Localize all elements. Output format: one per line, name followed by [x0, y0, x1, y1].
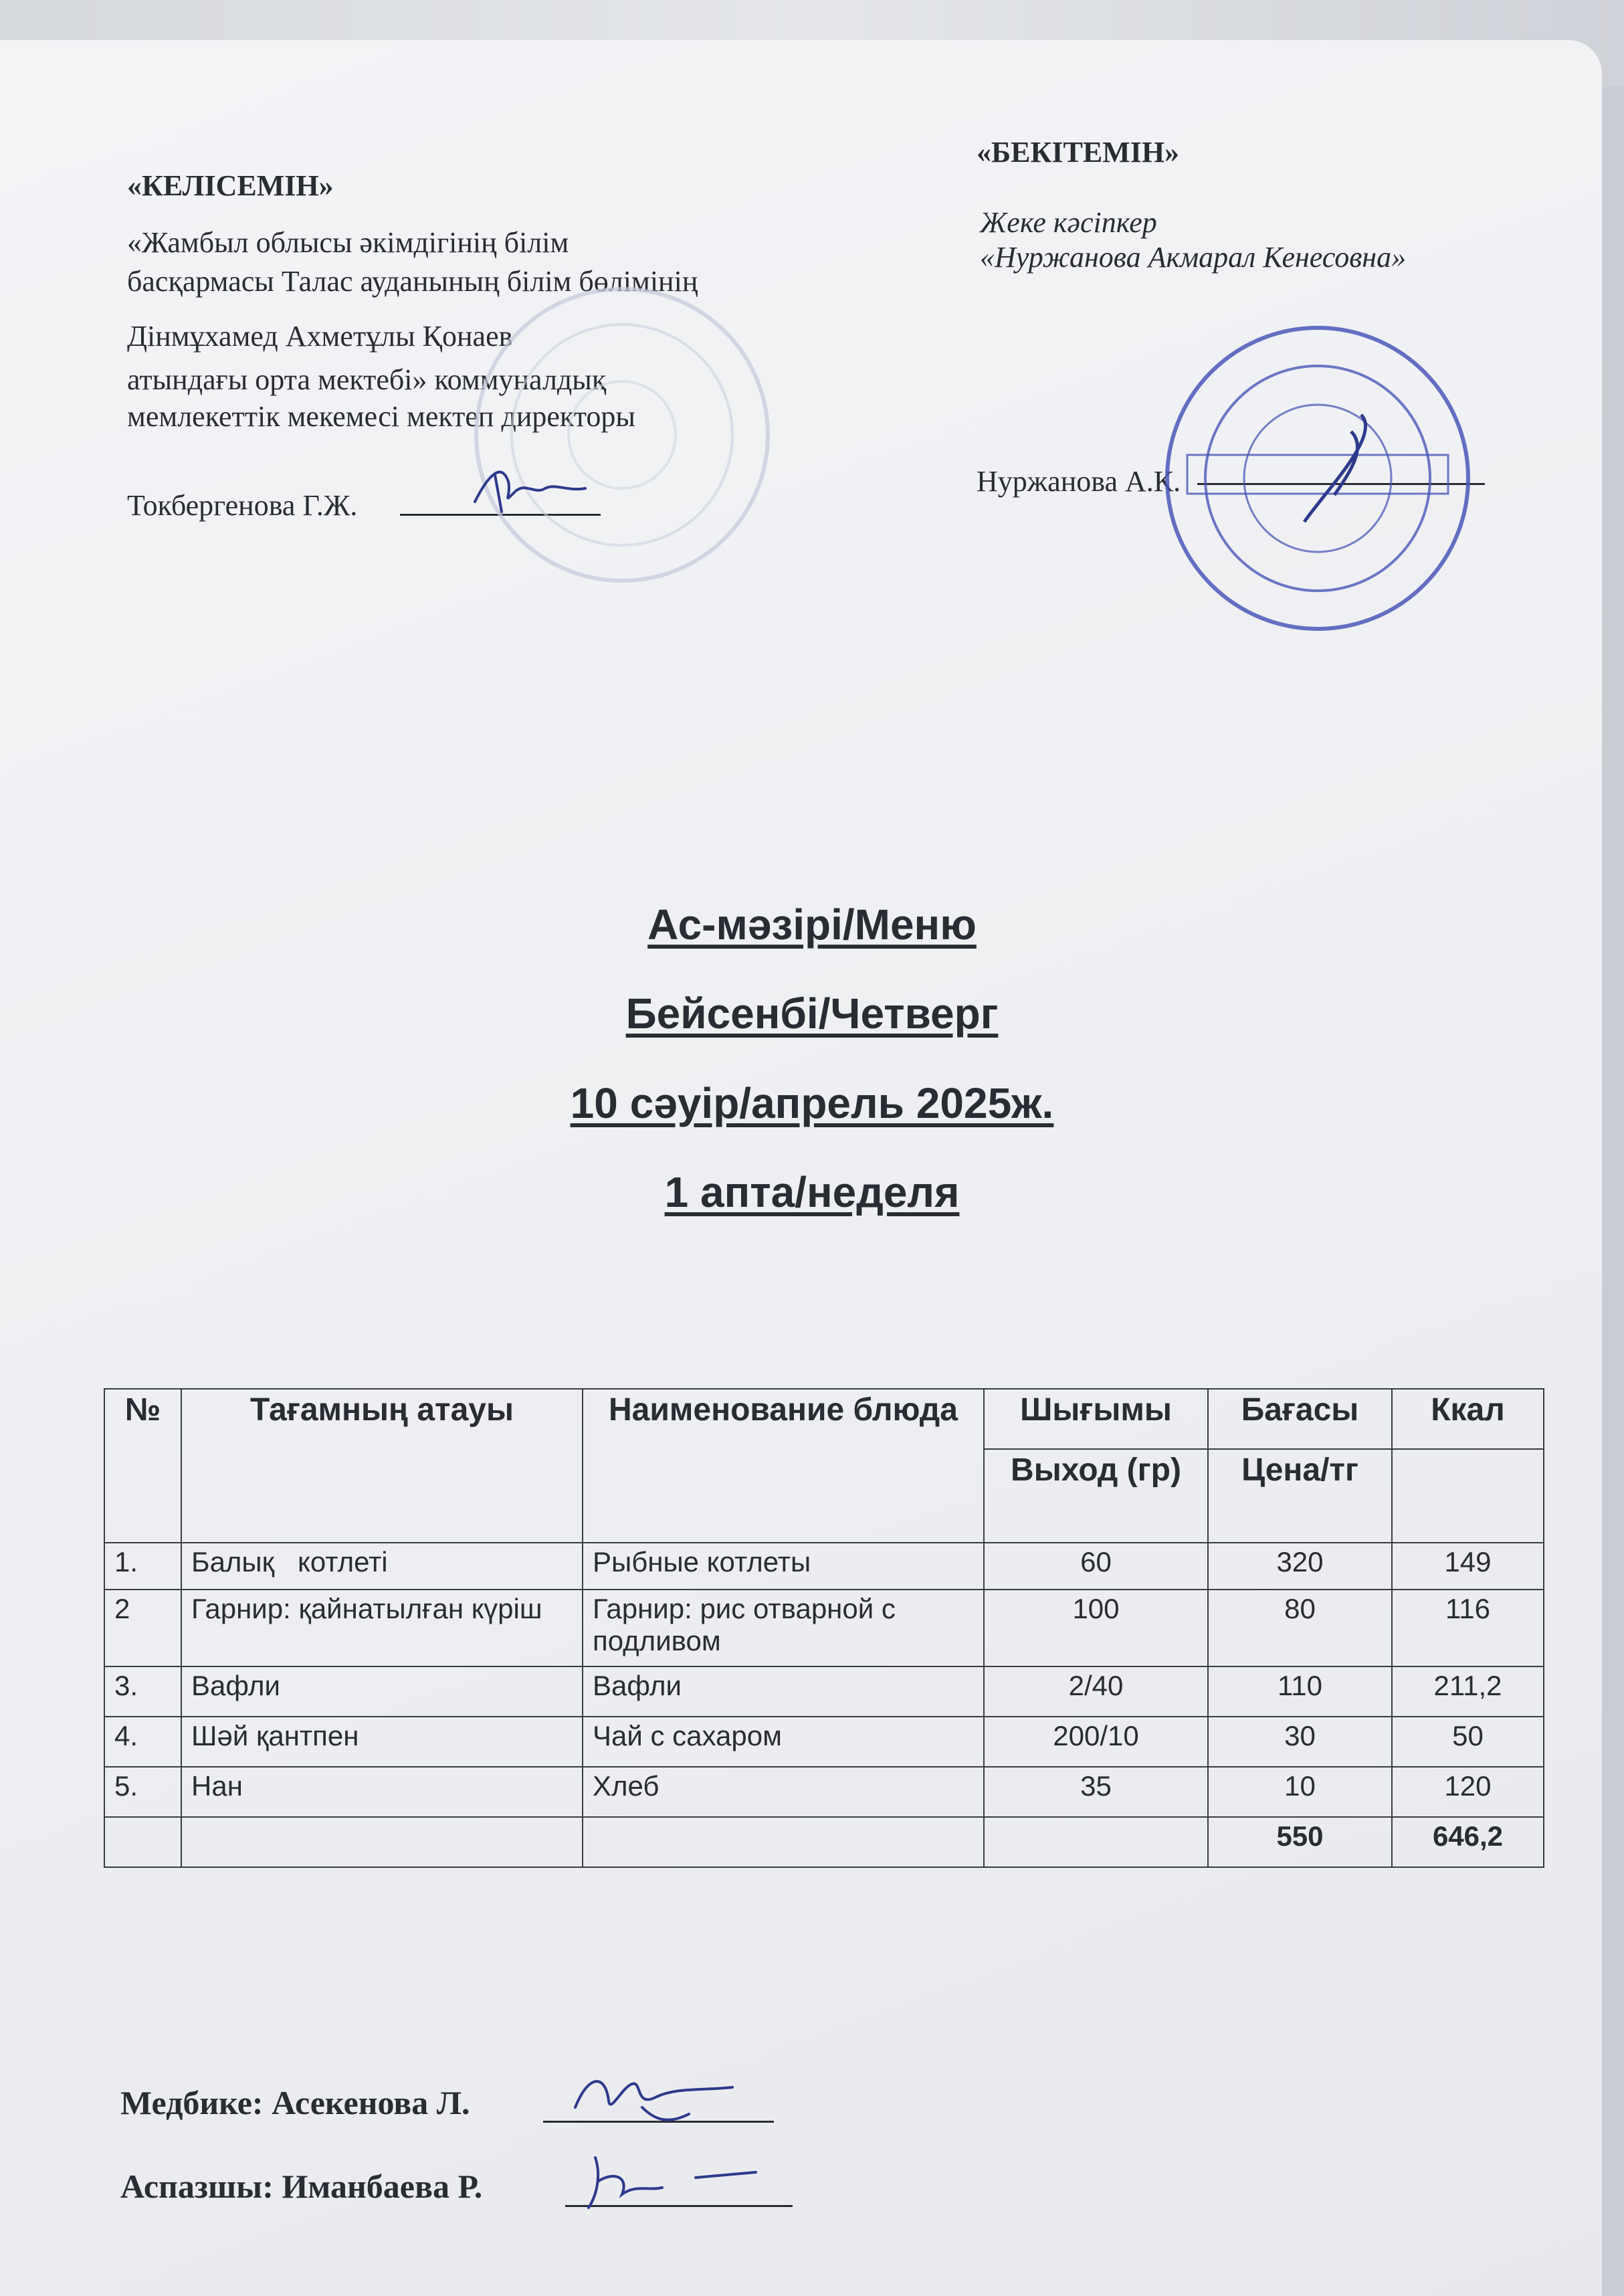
row-kcal: 120: [1392, 1767, 1544, 1817]
approve-line-2: «Нуржанова Акмарал Кенесовна»: [980, 241, 1407, 274]
agree-signature: [462, 455, 595, 515]
row-num: 1.: [104, 1543, 181, 1590]
total-empty-4: [984, 1817, 1208, 1867]
header-price: Бағасы: [1208, 1389, 1392, 1449]
agree-heading: «КЕЛІСЕМІН»: [127, 169, 334, 202]
table-row: [104, 1717, 1544, 1767]
weekday-title: Бейсенбі/Четверг: [625, 989, 999, 1038]
approve-heading: «БЕКІТЕМІН»: [977, 136, 1180, 169]
row-name-kz: Шәй қантпен: [181, 1717, 583, 1767]
header-num: №: [104, 1389, 181, 1543]
agree-line-1: «Жамбыл облысы әкімдігінің білім: [127, 226, 569, 259]
row-name-ru: Рыбные котлеты: [583, 1543, 984, 1590]
school-stamp: [468, 281, 776, 589]
total-empty-3: [583, 1817, 984, 1867]
header-yield: Шығымы: [984, 1389, 1208, 1449]
table-header-row: [104, 1389, 1544, 1449]
row-num: 5.: [104, 1767, 181, 1817]
row-name-kz: Вафли: [181, 1666, 583, 1717]
row-price: 10: [1208, 1767, 1392, 1817]
cook-label: Аспазшы: Иманбаева Р.: [120, 2168, 483, 2205]
agree-line-4: атындағы орта мектебі» коммуналдық: [127, 363, 607, 396]
row-price: 80: [1208, 1590, 1392, 1666]
approve-line-1: Жеке кәсіпкер: [980, 206, 1157, 239]
total-price: 550: [1208, 1817, 1392, 1867]
week-title: 1 апта/неделя: [664, 1168, 960, 1216]
total-empty-1: [104, 1817, 181, 1867]
header-yield-sub: Выход (гр): [984, 1449, 1208, 1543]
header-kcal: Ккал: [1392, 1389, 1544, 1449]
table-row: [104, 1590, 1544, 1666]
row-price: 30: [1208, 1717, 1392, 1767]
row-kcal: 116: [1392, 1590, 1544, 1666]
menu-table: [104, 1388, 1544, 1868]
row-num: 2: [104, 1590, 181, 1666]
table-row: [104, 1543, 1544, 1590]
approve-signer: Нуржанова А.К.: [977, 465, 1181, 498]
row-num: 3.: [104, 1666, 181, 1717]
agree-line-3: Дінмұхамед Ахметұлы Қонаев: [127, 320, 513, 353]
row-name-ru: Чай с сахаром: [583, 1717, 984, 1767]
nurse-signature: [569, 2061, 742, 2134]
header-kcal-sub: [1392, 1449, 1544, 1543]
header-price-sub: Цена/тг: [1208, 1449, 1392, 1543]
row-name-ru: Хлеб: [583, 1767, 984, 1817]
entrepreneur-stamp: [1160, 321, 1475, 636]
row-yield: 100: [984, 1590, 1208, 1666]
row-name-kz: Гарнир: қайнатылған күріш: [181, 1590, 583, 1666]
row-yield: 35: [984, 1767, 1208, 1817]
table-row: [104, 1666, 1544, 1717]
total-kcal: 646,2: [1392, 1817, 1544, 1867]
row-name-ru: Гарнир: рис отварной с подливом: [583, 1590, 984, 1666]
row-num: 4.: [104, 1717, 181, 1767]
row-yield: 60: [984, 1543, 1208, 1590]
row-kcal: 149: [1392, 1543, 1544, 1590]
date-title: 10 сәуір/апрель 2025ж.: [570, 1079, 1054, 1127]
agree-line-2: басқармасы Талас ауданының білім бөлімінің: [127, 265, 698, 298]
row-name-kz: Нан: [181, 1767, 583, 1817]
row-name-kz: Балық котлеті: [181, 1543, 583, 1590]
table-total-row: [104, 1817, 1544, 1867]
header-name-ru: Наименование блюда: [583, 1389, 984, 1543]
row-name-ru: Вафли: [583, 1666, 984, 1717]
row-price: 320: [1208, 1543, 1392, 1590]
row-price: 110: [1208, 1666, 1392, 1717]
cook-signature: [575, 2144, 763, 2218]
row-kcal: 50: [1392, 1717, 1544, 1767]
agree-signer: Токбергенова Г.Ж.: [127, 489, 358, 522]
row-kcal: 211,2: [1392, 1666, 1544, 1717]
total-empty-2: [181, 1817, 583, 1867]
header-name-kz: Тағамның атауы: [181, 1389, 583, 1543]
agree-line-5: мемлекеттік мекемесі мектеп директоры: [127, 400, 635, 433]
table-row: [104, 1767, 1544, 1817]
nurse-label: Медбике: Асекенова Л.: [120, 2084, 470, 2121]
row-yield: 2/40: [984, 1666, 1208, 1717]
menu-title: Ас-мәзірі/Меню: [647, 900, 977, 949]
row-yield: 200/10: [984, 1717, 1208, 1767]
